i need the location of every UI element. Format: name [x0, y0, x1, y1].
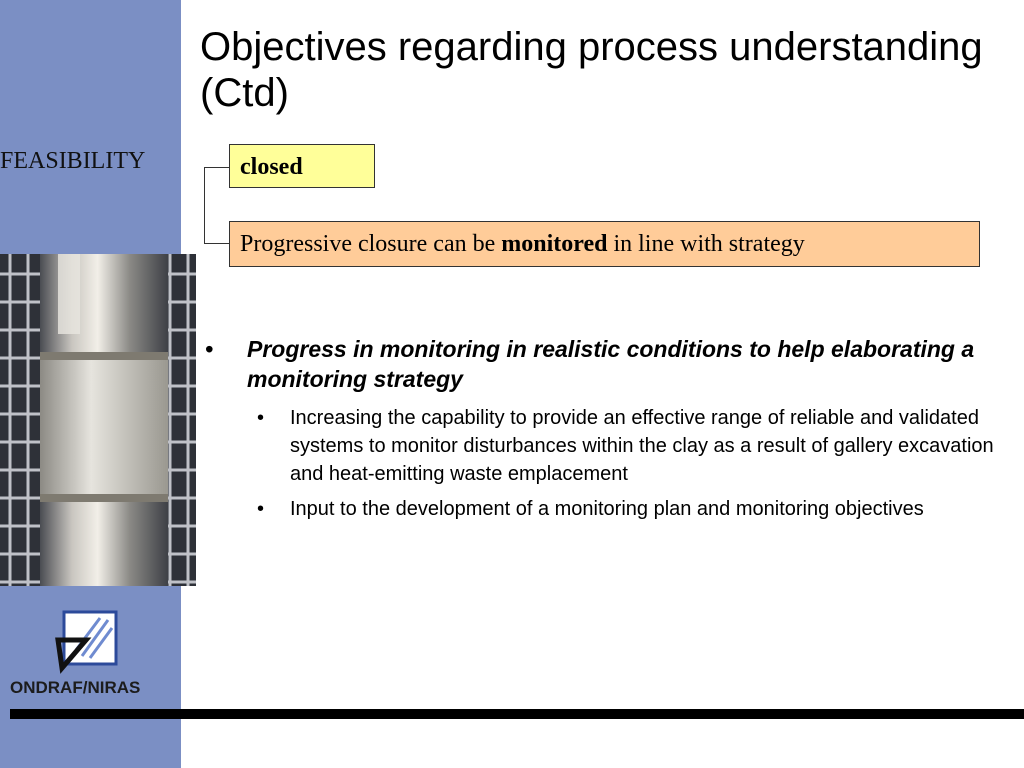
main-bullet-text: Progress in monitoring in realistic conditions to help elaborating a monitoring strategy: [247, 336, 975, 392]
equipment-photo: [0, 254, 196, 586]
tree-branch-top: [204, 167, 229, 168]
sub-bullet-list: [205, 404, 1015, 523]
bullet-list: [205, 334, 1015, 530]
slide-title: Objectives regarding process understanding (Ctd): [200, 25, 983, 115]
bullet-dot: •: [257, 407, 265, 429]
progress-bold: monitored: [501, 231, 608, 257]
sub-bullet-text: Input to the development of a monitoring plan and monitoring objectives: [290, 498, 924, 520]
closed-box: closed: [229, 144, 375, 188]
logo-text: ONDRAF/NIRAS: [10, 678, 141, 697]
bottom-rule: [10, 709, 1024, 719]
sub-bullet: [247, 404, 1015, 488]
main-bullet: [205, 334, 1015, 394]
bullet-dot: •: [257, 498, 265, 520]
progressive-closure-box: [229, 221, 980, 267]
tree-branch-bottom: [204, 243, 229, 244]
tree-connector: [204, 167, 205, 243]
progress-suffix: in line with strategy: [607, 231, 805, 257]
section-label: FEASIBILITY: [0, 148, 146, 174]
progress-prefix: Progressive closure can be: [240, 231, 502, 257]
sub-bullet: [247, 495, 1015, 523]
bullet-dot: •: [205, 336, 214, 362]
sub-bullet-text: Increasing the capability to provide an effective range of reliable and validated systems to monitor disturbances within the clay as a result of gallery excavation and heat-emitting waste emplacement: [290, 407, 994, 485]
